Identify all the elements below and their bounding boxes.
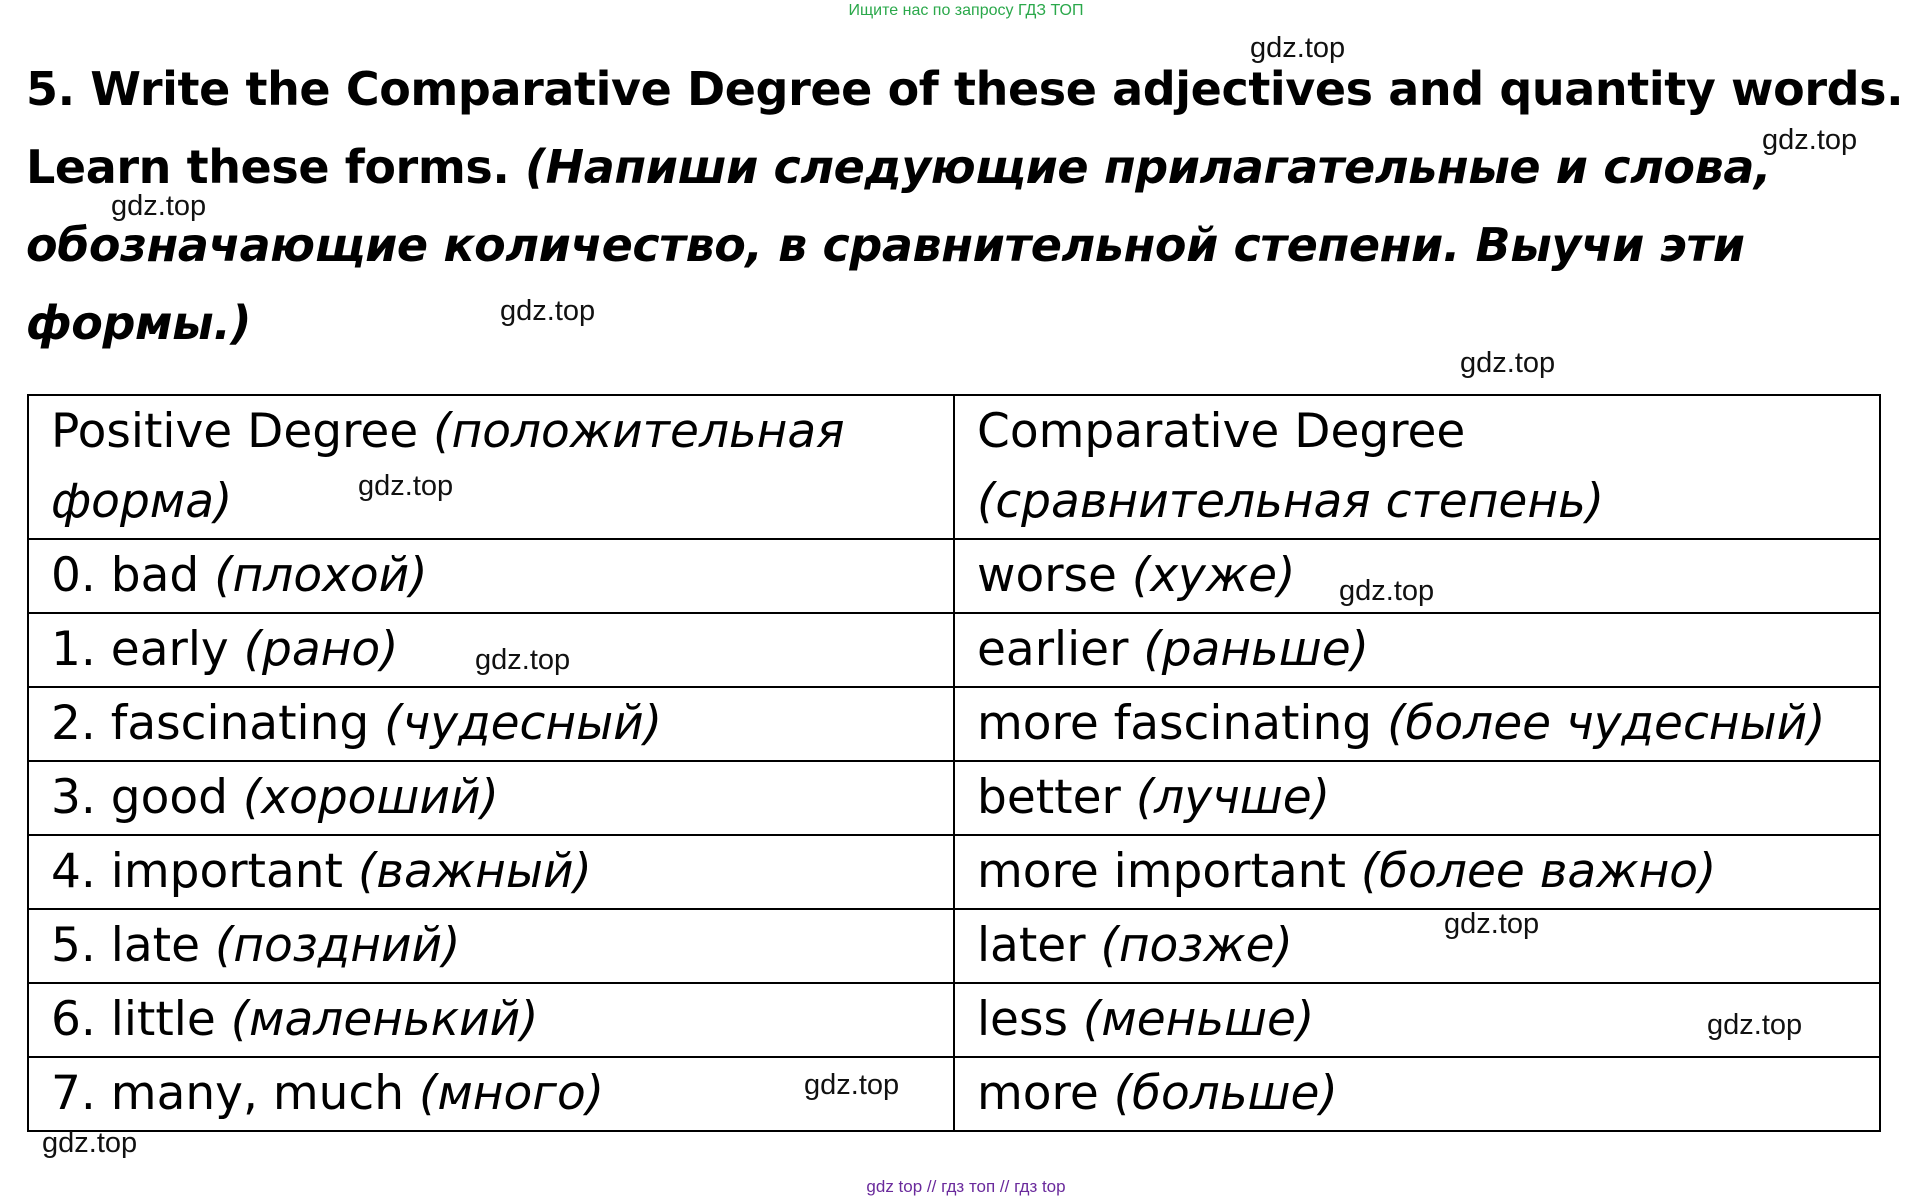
watermark: gdz.top [500, 295, 596, 327]
table-row [28, 613, 1880, 687]
watermark: gdz.top [111, 190, 207, 222]
header-positive-degree: Positive Degree (положительная форма) [28, 395, 954, 539]
positive-cell: 1. early (рано) [28, 613, 954, 687]
watermark: gdz.top [1250, 32, 1346, 64]
comparative-cell: more (больше) [954, 1057, 1880, 1131]
task-line-3-russian: обозначающие количество, в сравнительной степени. Выучи эти [26, 218, 1745, 272]
task-line-2-english: Learn these forms. [26, 140, 510, 194]
degrees-table [27, 394, 1881, 1132]
comparative-cell: later (позже) [954, 909, 1880, 983]
comparative-cell: better (лучше) [954, 761, 1880, 835]
comparative-cell: more important (более важно) [954, 835, 1880, 909]
watermark: gdz.top [1707, 1009, 1803, 1041]
positive-cell: 5. late (поздний) [28, 909, 954, 983]
table-row [28, 835, 1880, 909]
positive-cell: 6. little (маленький) [28, 983, 954, 1057]
comparative-cell: worse (хуже) [954, 539, 1880, 613]
task-instructions [26, 50, 1906, 362]
watermark: gdz.top [804, 1069, 900, 1101]
table-row [28, 539, 1880, 613]
table-row [28, 687, 1880, 761]
positive-cell: 4. important (важный) [28, 835, 954, 909]
positive-cell: 0. bad (плохой) [28, 539, 954, 613]
positive-cell: 7. many, much (много) [28, 1057, 954, 1131]
positive-cell: 3. good (хороший) [28, 761, 954, 835]
table-row [28, 1057, 1880, 1131]
watermark: gdz.top [475, 644, 571, 676]
watermark: gdz.top [42, 1127, 138, 1159]
task-line-4-russian: формы.) [26, 296, 252, 350]
header-comparative-degree: Comparative Degree (сравнительная степень) [954, 395, 1880, 539]
comparative-cell: earlier (раньше) [954, 613, 1880, 687]
task-line-1: 5. Write the Comparative Degree of these adjectives and quantity words. [26, 62, 1904, 116]
watermark: gdz.top [1762, 124, 1858, 156]
task-line-2-russian: (Напиши следующие прилагательные и слова, [525, 140, 1772, 194]
watermark: gdz.top [358, 470, 454, 502]
table-row [28, 983, 1880, 1057]
table-header-row [28, 395, 1880, 539]
table-row [28, 761, 1880, 835]
watermark: gdz.top [1460, 347, 1556, 379]
watermark: gdz.top [1444, 908, 1540, 940]
comparative-cell: less (меньше) [954, 983, 1880, 1057]
footer-note: gdz top // гдз топ // гдз top [866, 1177, 1066, 1196]
comparative-cell: more fascinating (более чудесный) [954, 687, 1880, 761]
watermark: gdz.top [1339, 575, 1435, 607]
positive-cell: 2. fascinating (чудесный) [28, 687, 954, 761]
table-row [28, 909, 1880, 983]
top-search-note: Ищите нас по запросу ГДЗ ТОП [848, 2, 1084, 19]
